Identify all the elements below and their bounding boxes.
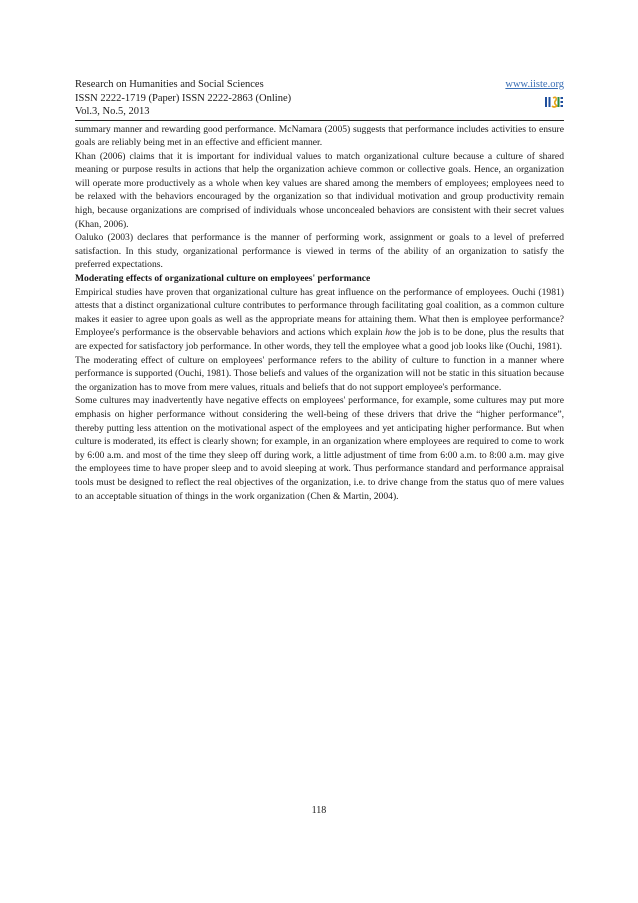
- page-number: 118: [311, 805, 327, 816]
- article-body: [75, 123, 564, 504]
- iiste-logo-icon: [544, 95, 564, 109]
- issn-line: ISSN 2222-1719 (Paper) ISSN 2222-2863 (Online): [75, 92, 292, 104]
- header-divider: [75, 120, 564, 121]
- volume-line: Vol.3, No.5, 2013: [75, 106, 150, 117]
- paragraph-4-text-a: Empirical studies have proven that organizational culture has great influence on the performance of employees. Ouchi (1981) attests that a distinct organizational culture contributes to performance through facilitating goal coalition, as a common culture makes it easier to agree upon goals as well as the appropriate means for attaining them. What then is employee performance? Employee's performance is the observable behaviors and actions which explain: [75, 286, 564, 339]
- document-page: [75, 78, 564, 503]
- journal-title: Research on Humanities and Social Sciences: [75, 79, 264, 90]
- paragraph-4-text-b: the job is to be done, plus the results that are expected for satisfactory job performance. In other words, they tell the employee what a good job looks like (Ouchi, 1981).: [75, 327, 565, 352]
- page-header: [75, 78, 564, 119]
- section-heading: Moderating effects of organizational culture on employees' performance: [75, 273, 371, 285]
- journal-url-link[interactable]: www.iiste.org: [505, 79, 564, 90]
- paragraph-2: Khan (2006) claims that it is important for individual values to match organizational culture because a culture of shared meaning or purpose results in actions that help the organization achieve common or collective goals. Hence, an organization will operate more productively as a whole when key values are shared among the members of employees; employees need to be relaxed with the behaviors encouraged by the organization so that individual motivation and group productivity remain high, because organizations are comprised of individuals whose unconcealed behaviors are consistent with their secret values (Khan, 2006).: [75, 150, 564, 230]
- paragraph-6: Some cultures may inadvertently have negative effects on employees' performance, for example, some cultures may put more emphasis on higher performance without considering the well-being of these drivers that drive the “higher performance”, thereby putting less attention on the motivational aspect of the employees and yet anticipating higher performance. But when culture is moderated, its effect is clearly shown; for example, in an organization where employees are required to come to work by 6:00 a.m. and most of the time they sleep off during work, a little adjustment of time from 6:00 a.m. to 8:00 a.m. may give the employees time to have proper sleep and to avoid sleeping at work. Thus performance standard and performance appraisal tools must be designed to reflect the real objectives of the organization, i.e. to drive change from the status quo of mere values to an acceptable situation of things in the work organization (Chen & Martin, 2004).: [75, 395, 564, 502]
- paragraph-1: summary manner and rewarding good performance. McNamara (2005) suggests that performance includes activities to ensure goals are reliably being met in an effective and efficient manner.: [75, 123, 564, 149]
- paragraph-4-emphasis: how: [385, 327, 402, 339]
- paragraph-4: [75, 286, 564, 354]
- paragraph-5: The moderating effect of culture on employees' performance refers to the ability of culture to function in a manner where performance is supported (Ouchi, 1981). Those beliefs and values of the organization will not be static in this situation because the organization has to move from mere values, rituals and beliefs that do not support employee's performance.: [75, 354, 564, 393]
- paragraph-3: Oaluko (2003) declares that performance is the manner of performing work, assignment or goals to a level of preferred satisfaction. In this study, organizational performance is viewed in terms of the ability of an organization to satisfy the preferred expectations.: [75, 232, 564, 271]
